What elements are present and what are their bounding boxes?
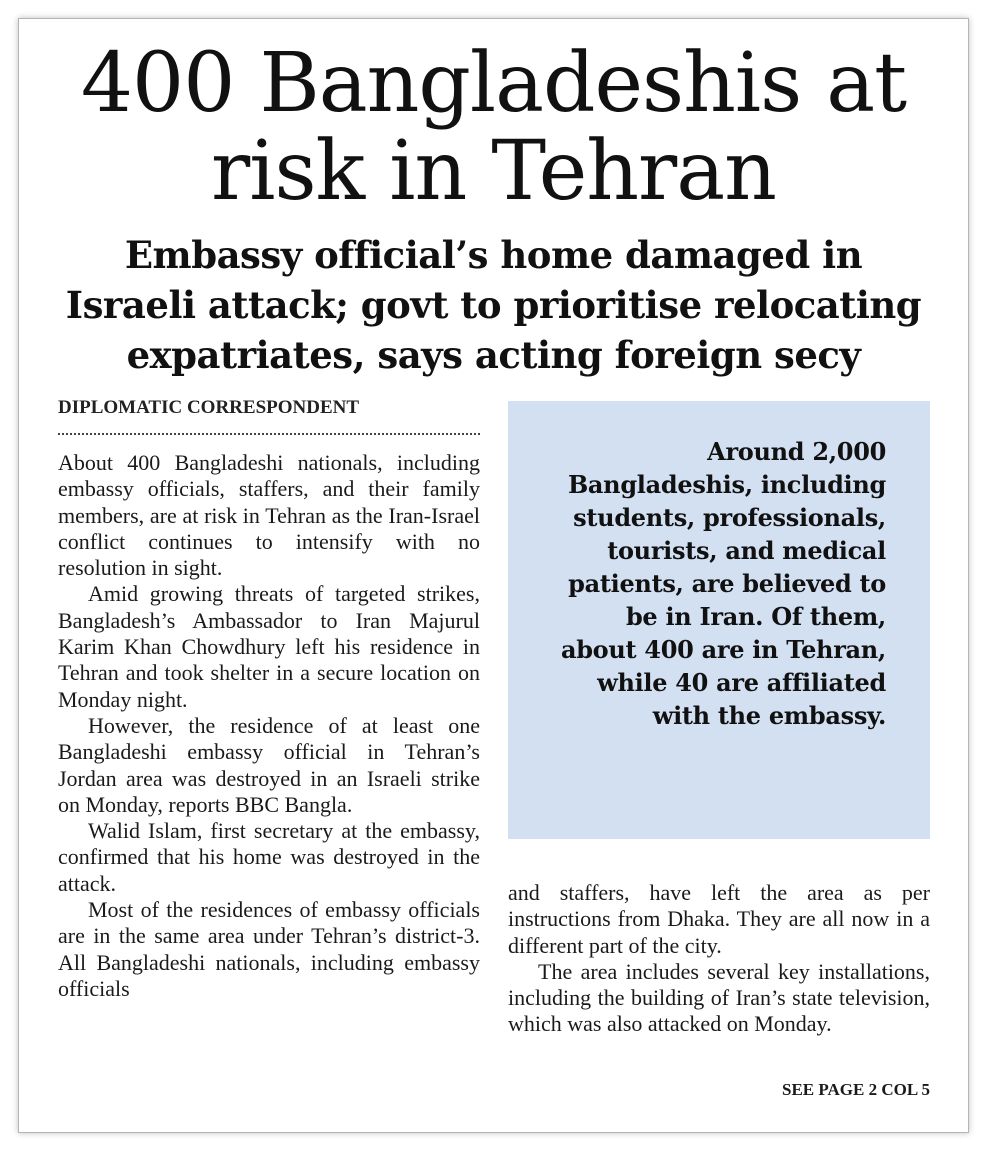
- body-paragraph: The area includes several key installations, including the building of Iran’s state television, which was also attacked on Monday.: [508, 958, 930, 1037]
- body-paragraph: Amid growing threats of targeted strikes, Bangladesh’s Ambassador to Iran Majurul Karim Khan Chowdhury left his residence in Tehran and took shelter in a secure location on Monday night.: [58, 581, 480, 712]
- byline: DIPLOMATIC CORRESPONDENT: [58, 397, 480, 435]
- body-column-left: [58, 450, 480, 1002]
- continuation-jump-line: SEE PAGE 2 COL 5: [782, 1080, 930, 1099]
- headline-line-2: risk in Tehran: [211, 124, 776, 219]
- body-paragraph: Walid Islam, first secretary at the embassy, confirmed that his home was destroyed in the attack.: [58, 818, 480, 896]
- body-paragraph: About 400 Bangladeshi nationals, including embassy officials, staffers, and their family members, are at risk in Tehran as the Iran-Israel conflict continues to intensify with no resolution in sight.: [58, 450, 480, 581]
- subhead-line-1: Embassy official’s home damaged in: [124, 233, 863, 277]
- body-paragraph: Most of the residences of embassy officials are in the same area under Tehran’s district-3. All Bangladeshi nationals, including embassy officials: [58, 897, 480, 1001]
- body-paragraph: and staffers, have left the area as per instructions from Dhaka. They are all now in a different part of the city.: [508, 880, 930, 958]
- subhead-line-3: expatriates, says acting foreign secy: [126, 333, 861, 377]
- headline: [0, 36, 987, 219]
- subhead-line-2: Israeli attack; govt to prioritise relocating: [65, 283, 922, 327]
- body-column-right: [508, 880, 930, 1038]
- pull-quote-text: Around 2,000 Bangladeshis, including students, professionals, tourists, and medical patients, are believed to be in Iran. Of them, about 400 are in Tehran, while 40 are affiliated with the embassy.: [560, 437, 886, 730]
- subheadline: [0, 230, 987, 380]
- pull-quote-box: [508, 401, 930, 839]
- headline-line-1: 400 Bangladeshis at: [80, 36, 907, 131]
- body-paragraph: However, the residence of at least one Bangladeshi embassy official in Tehran’s Jordan area was destroyed in an Israeli strike on Monday, reports BBC Bangla.: [58, 712, 480, 817]
